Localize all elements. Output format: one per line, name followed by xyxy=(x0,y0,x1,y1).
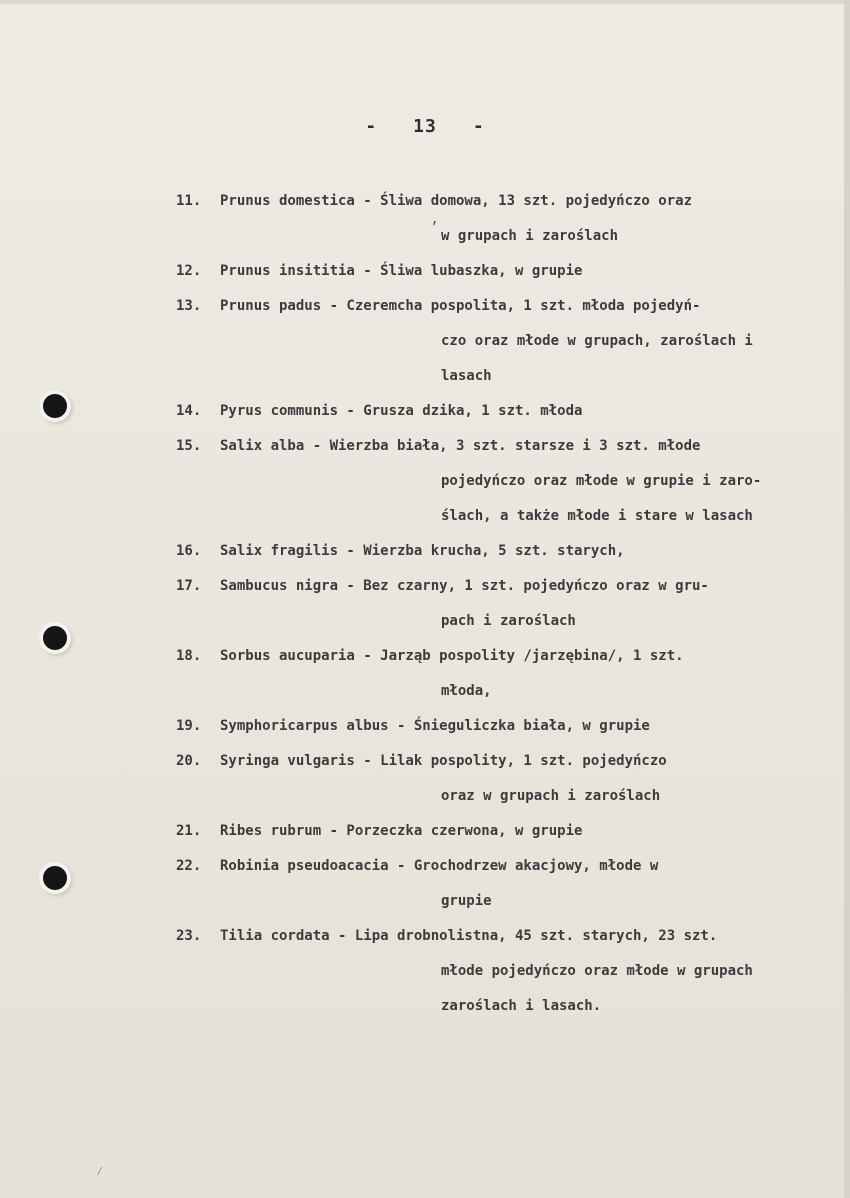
entry-continuation: oraz w grupach i zaroślach xyxy=(441,788,661,804)
entry-text: Sorbus aucuparia - Jarząb pospolity /jarzębina/, 1 szt. xyxy=(220,648,684,664)
page-number-header xyxy=(0,116,850,137)
entry-line xyxy=(176,289,846,324)
entry-text: Prunus padus - Czeremcha pospolita, 1 szt. młoda pojedyń- xyxy=(220,298,701,314)
entry-text: Robinia pseudoacacia - Grochodrzew akacjowy, młode w xyxy=(220,858,659,874)
list-item xyxy=(176,184,846,254)
entry-text: Salix alba - Wierzba biała, 3 szt. starsze i 3 szt. młode xyxy=(220,438,701,454)
entry-line xyxy=(176,709,846,744)
entry-continuation: grupie xyxy=(441,893,492,909)
entry-line xyxy=(176,569,846,604)
entry-text: Symphoricarpus albus - Śnieguliczka biała, w grupie xyxy=(220,718,650,734)
page-top-edge xyxy=(0,0,850,4)
entry-number: 11. xyxy=(176,193,202,209)
header-dash-left: - xyxy=(365,116,378,137)
entry-number: 21. xyxy=(176,823,202,839)
entry-number: 18. xyxy=(176,648,202,664)
entry-line xyxy=(176,639,846,674)
entry-number: 14. xyxy=(176,403,202,419)
entry-continuation: ślach, a także młode i stare w lasach xyxy=(441,508,753,524)
punch-hole-middle xyxy=(43,626,67,650)
entry-line xyxy=(176,534,846,569)
entry-continuation: lasach xyxy=(441,368,492,384)
entry-line xyxy=(176,254,846,289)
list-item xyxy=(176,919,846,1024)
entry-line xyxy=(176,394,846,429)
entry-continuation: pojedyńczo oraz młode w grupie i zaro- xyxy=(441,473,762,489)
entry-text: Prunus insititia - Śliwa lubaszka, w grupie xyxy=(220,263,583,279)
entry-line xyxy=(176,849,846,884)
entry-line xyxy=(176,429,846,464)
entry-number: 23. xyxy=(176,928,202,944)
list-item xyxy=(176,429,846,534)
entry-number: 16. xyxy=(176,543,202,559)
entry-continuation: w grupach i zaroślach xyxy=(441,228,619,244)
list-item xyxy=(176,289,846,394)
list-item xyxy=(176,254,846,289)
entry-text: Tilia cordata - Lipa drobnolistna, 45 szt. starych, 23 szt. xyxy=(220,928,718,944)
entry-number: 13. xyxy=(176,298,202,314)
list-item xyxy=(176,534,846,569)
list-item xyxy=(176,814,846,849)
entry-number: 22. xyxy=(176,858,202,874)
punch-hole-top xyxy=(43,394,67,418)
list-item xyxy=(176,394,846,429)
entry-continuation: zaroślach i lasach. xyxy=(441,998,602,1014)
entry-continuation: młoda, xyxy=(441,683,492,699)
entry-continuation: czo oraz młode w grupach, zaroślach i xyxy=(441,333,753,349)
page-number: 13 xyxy=(413,116,437,137)
species-list xyxy=(176,184,846,1024)
entry-continuation: pach i zaroślach xyxy=(441,613,576,629)
entry-text: Ribes rubrum - Porzeczka czerwona, w grupie xyxy=(220,823,583,839)
entry-number: 19. xyxy=(176,718,202,734)
ink-mark: ’ xyxy=(430,220,439,236)
header-dash-right: - xyxy=(472,116,485,137)
list-item xyxy=(176,744,846,814)
list-item xyxy=(176,709,846,744)
punch-hole-bottom xyxy=(43,866,67,890)
entry-line xyxy=(176,814,846,849)
entry-continuation: młode pojedyńczo oraz młode w grupach xyxy=(441,963,753,979)
entry-line xyxy=(176,919,846,954)
entry-line xyxy=(176,744,846,779)
entry-text: Salix fragilis - Wierzba krucha, 5 szt. starych, xyxy=(220,543,625,559)
list-item xyxy=(176,849,846,919)
entry-text: Prunus domestica - Śliwa domowa, 13 szt. pojedyńczo oraz xyxy=(220,193,693,209)
list-item xyxy=(176,639,846,709)
entry-number: 15. xyxy=(176,438,202,454)
entry-text: Sambucus nigra - Bez czarny, 1 szt. pojedyńczo oraz w gru- xyxy=(220,578,709,594)
entry-number: 12. xyxy=(176,263,202,279)
list-item xyxy=(176,569,846,639)
page-smudge: ⁄ xyxy=(96,1164,104,1178)
entry-number: 20. xyxy=(176,753,202,769)
entry-number: 17. xyxy=(176,578,202,594)
entry-line xyxy=(176,184,846,219)
entry-text: Pyrus communis - Grusza dzika, 1 szt. młoda xyxy=(220,403,583,419)
entry-text: Syringa vulgaris - Lilak pospolity, 1 szt. pojedyńczo xyxy=(220,753,667,769)
